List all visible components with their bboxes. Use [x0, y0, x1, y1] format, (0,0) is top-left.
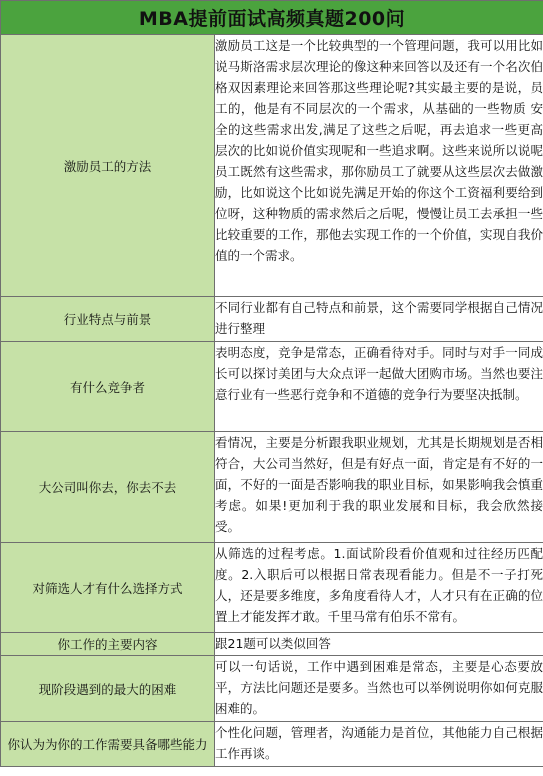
answer-cell [215, 656, 543, 722]
question-cell [1, 35, 215, 297]
answer-cell [215, 35, 543, 297]
answer-text: 表明态度，竞争是常态，正确看待对手。同时与对手一同成长可以探讨美团与大众点评一起做大团购市场。当然也要注意行业有一些恶行竞争和不道德的竞争行为要坚决抵制。 [215, 345, 543, 402]
answer-text: 跟21题可以类似回答 [215, 636, 331, 651]
question-text: 你认为为你的工作需要具备哪些能力 [7, 737, 208, 753]
table-row [1, 656, 543, 722]
answer-text: 不同行业都有自己特点和前景，这个需要同学根据自己情况进行整理 [215, 300, 543, 336]
page-title: MBA提前面试高频真题200问 [138, 8, 406, 30]
table-row [1, 722, 543, 767]
question-cell [1, 297, 215, 342]
question-text: 现阶段遇到的最大的困难 [38, 681, 177, 697]
title-cell [1, 1, 543, 35]
answer-text: 从筛选的过程考虑。1.面试阶段看价值观和过往经历匹配度。2.入职后可以根据日常表现看能力。但是不一子打死人，还是要多维度，多角度看待人才，人才只有在正确的位置上才能发挥才敢。千里马常有伯乐不常有。 [215, 546, 543, 624]
answer-cell [215, 342, 543, 432]
table-row [1, 543, 543, 633]
question-cell [1, 543, 215, 633]
table-row [1, 35, 543, 297]
question-text: 激励员工的方法 [63, 158, 152, 174]
question-text: 有什么竞争者 [69, 379, 145, 395]
answer-text: 个性化问题，管理者，沟通能力是首位，其他能力自己根据工作再谈。 [215, 725, 543, 761]
question-cell [1, 656, 215, 722]
question-text: 行业特点与前景 [63, 312, 152, 328]
answer-text: 激励员工这是一个比较典型的一个管理问题，我可以用比如说马斯洛需求层次理论的像这种来回答以及还有一个名次伯格双因素理论来回答那这些理论呢?其实最主要的是说，员工的，他是有不同层次的一个需求，从基础的一些物质 安全的这些需求出发,满足了这些之后呢，再去追求一些更高层次的比如说价值实现呢和一些追求啊。这些来说所以说呢员工既然有这些需求，那你励员工了就要从这些层次去做激励，比如说这个比如说先满足开始的你这个工资福利要给到位呀，这种物质的需求然后之后呢，慢慢让员工去承担一些比较重要的工作，那他去实现工作的一个价值，实现自我价值的一个需求。 [215, 38, 543, 263]
answer-cell [215, 633, 543, 656]
answer-cell [215, 297, 543, 342]
question-text: 对筛选人才有什么选择方式 [32, 580, 183, 596]
answer-cell [215, 432, 543, 543]
table-row [1, 342, 543, 432]
answer-cell [215, 722, 543, 767]
answer-cell [215, 543, 543, 633]
question-cell [1, 722, 215, 767]
title-row [1, 1, 543, 35]
question-cell [1, 342, 215, 432]
table-row [1, 297, 543, 342]
table-row [1, 633, 543, 656]
answer-text: 看情况，主要是分析跟我职业规划，尤其是长期规划是否相符合，大公司当然好，但是有好点一面，肯定是有不好的一面，不好的一面是否影响我的职业目标，如果影响我会慎重考虑。如果!更加利于我的职业发展和目标，我会欣然接受。 [215, 435, 543, 534]
table-row [1, 432, 543, 543]
question-text: 你工作的主要内容 [57, 637, 158, 653]
question-cell [1, 432, 215, 543]
question-text: 大公司叫你去，你去不去 [38, 480, 177, 496]
answer-text: 可以一句话说，工作中遇到困难是常态，主要是心态要放平，方法比问题还是要多。当然也可以举例说明你如何克服困难的。 [215, 659, 543, 716]
question-cell [1, 633, 215, 656]
